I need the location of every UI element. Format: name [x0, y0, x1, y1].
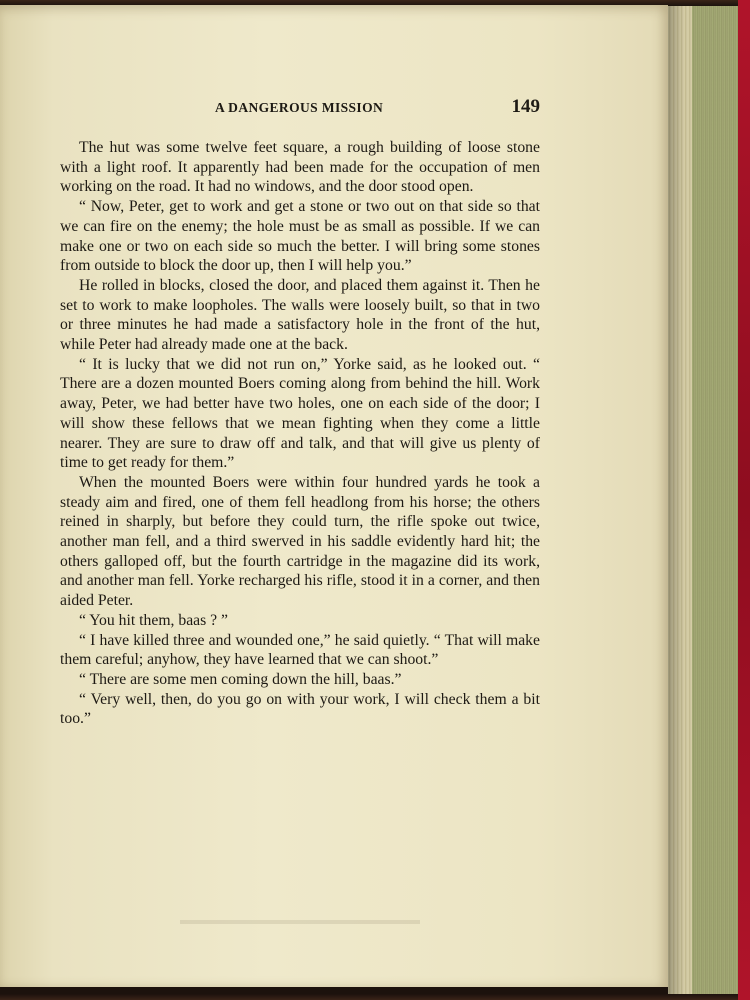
running-head: A DANGEROUS MISSION	[215, 100, 384, 115]
paragraph: “ It is lucky that we did not run on,” Yorke said, as he looked out. “ There are a dozen mounted Boers coming along from behind the hill. Work away, Peter, we had better have two holes, one on each side of the door; I will show these fellows that we mean fighting when they come a little nearer. They are sure to draw off and talk, and that will give us plenty of time to get ready for them.”	[60, 355, 540, 472]
page-number: 149	[511, 96, 540, 117]
paragraph: He rolled in blocks, closed the door, and placed them against it. Then he set to work to make loopholes. The walls were loosely built, so that in two or three minutes he had made a satisfactory hole in the front of the hut, while Peter had already made one at the back.	[60, 276, 540, 354]
paper-stain	[180, 920, 420, 924]
book-cover-edge	[738, 0, 750, 1000]
paragraph: “ Now, Peter, get to work and get a stone or two out on that side so that we can fire on the enemy; the hole must be as small as possible. If we can make one or two on each side so much the better. I will bring some stones from outside to block the door up, then I will help you.”	[60, 198, 540, 275]
book-page	[0, 5, 668, 987]
paragraph: When the mounted Boers were within four hundred yards he took a steady aim and fired, one of them fell headlong from his horse; the others reined in sharply, but before they could turn, the rifle spoke out twice, another man fell, and a third swerved in his saddle evidently hard hit; the others galloped off, but the fourth cartridge in the magazine did its work, and another man fell. Yorke recharged his rifle, stood it in a corner, and then aided Peter.	[60, 473, 540, 610]
body-text	[60, 138, 540, 729]
paragraph: The hut was some twelve feet square, a rough building of loose stone with a light roof. It apparently had been made for the occupation of men working on the road. It had no windows, and the door stood open.	[60, 139, 540, 196]
paragraph: “ You hit them, baas ? ”	[79, 611, 229, 629]
paragraph: “ I have killed three and wounded one,” he said quietly. “ That will make them careful; anyhow, they have learned that we can shoot.”	[60, 631, 540, 669]
paragraph: “ Very well, then, do you go on with your work, I will check them a bit too.”	[60, 690, 540, 728]
paragraph: “ There are some men coming down the hill, baas.”	[79, 670, 402, 688]
page-header	[215, 98, 540, 118]
